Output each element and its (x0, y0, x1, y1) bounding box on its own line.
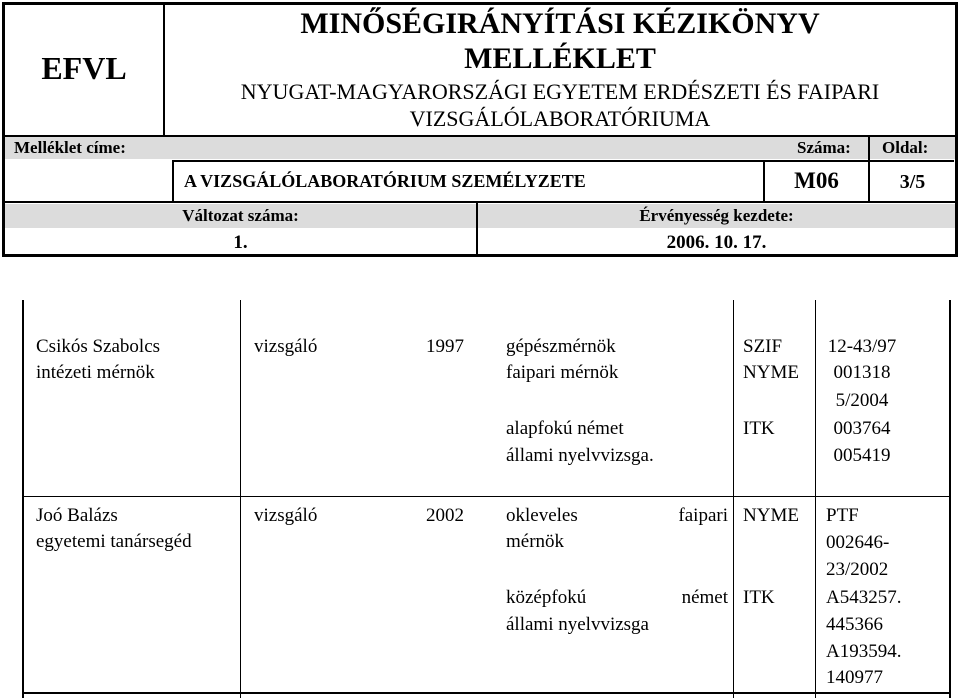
title-divider (2, 135, 958, 137)
certificate-number: 12-43/97 (827, 336, 897, 357)
certificate-number: 140977 (826, 667, 883, 688)
qualification-word: okleveles (506, 505, 578, 526)
certificate-number: 23/2002 (826, 559, 889, 580)
table-col-divider-2 (733, 300, 734, 698)
border-top (2, 2, 958, 5)
organization-line-2: VIZSGÁLÓLABORATÓRIUMA (409, 106, 711, 131)
certificate-number: 001318 (833, 362, 891, 383)
version-value: 1. (233, 232, 248, 253)
language-exam (506, 585, 728, 611)
staff-role: vizsgáló (254, 505, 318, 526)
staff-name: Joó Balázs (36, 505, 118, 526)
border-right (955, 2, 958, 257)
certificate-number: 445366 (826, 614, 883, 635)
qualification: gépészmérnök (506, 336, 616, 357)
border-bottom (2, 254, 958, 257)
certificate-number: A193594. (826, 641, 902, 662)
language-exam-word: német (681, 587, 728, 608)
page-subtitle: MELLÉKLET (464, 42, 656, 75)
annex-divider (2, 201, 958, 203)
organization-line-1: NYUGAT-MAGYARORSZÁGI EGYETEM ERDÉSZETI ÉS FAIPARI (240, 79, 880, 104)
table-row-divider (22, 496, 951, 497)
validity-value: 2006. 10. 17. (666, 232, 767, 253)
table-border-right (949, 300, 951, 698)
qualification: mérnök (506, 531, 565, 552)
staff-position: egyetemi tanársegéd (36, 531, 192, 552)
table-border-left (22, 300, 24, 698)
certificate-number: PTF (826, 505, 859, 526)
qualification: faipari mérnök (506, 362, 619, 383)
certificate-number: 5/2004 (835, 390, 889, 411)
staff-year: 2002 (426, 505, 464, 526)
language-exam: alapfokú német (506, 418, 624, 439)
certificate-number: 002646- (826, 532, 890, 553)
certificate-number: 003764 (833, 418, 891, 439)
qualification-word: faipari (678, 505, 728, 526)
logo: EFVL (41, 50, 127, 86)
language-exam: állami nyelvvizsga. (506, 445, 654, 466)
staff-name: Csikós Szabolcs (36, 336, 161, 357)
issuing-institution: SZIF (743, 336, 783, 357)
version-label: Változat száma: (182, 206, 299, 225)
certificate-number: A543257. (826, 587, 902, 608)
certificate-number: 005419 (833, 445, 891, 466)
annex-inner-left (172, 160, 174, 202)
issuing-institution: NYME (743, 505, 799, 526)
annex-inner-top (172, 160, 954, 162)
page-value: 3/5 (899, 171, 926, 193)
annex-title-value: A VIZSGÁLÓLABORATÓRIUM SZEMÉLYZETE (184, 171, 586, 191)
annex-title-label: Melléklet címe: (14, 138, 126, 157)
staff-position: intézeti mérnök (36, 362, 155, 383)
language-exam-word: középfokú (506, 587, 587, 608)
issuing-institution: ITK (743, 587, 775, 608)
issuing-institution: ITK (743, 418, 775, 439)
qualification (506, 503, 728, 529)
page-title: MINŐSÉGIRÁNYÍTÁSI KÉZIKÖNYV (300, 7, 820, 40)
table-border-bottom (22, 692, 951, 694)
staff-year: 1997 (426, 336, 464, 357)
page-col-divider (868, 137, 870, 202)
issuing-institution: NYME (743, 362, 799, 383)
number-label: Száma: (797, 138, 851, 157)
language-exam: állami nyelvvizsga (506, 614, 649, 635)
staff-role: vizsgáló (254, 336, 318, 357)
table-col-divider-1 (240, 300, 241, 698)
validity-label: Érvényesség kezdete: (639, 206, 794, 225)
page-label: Oldal: (882, 138, 929, 157)
number-value: M06 (794, 168, 839, 193)
